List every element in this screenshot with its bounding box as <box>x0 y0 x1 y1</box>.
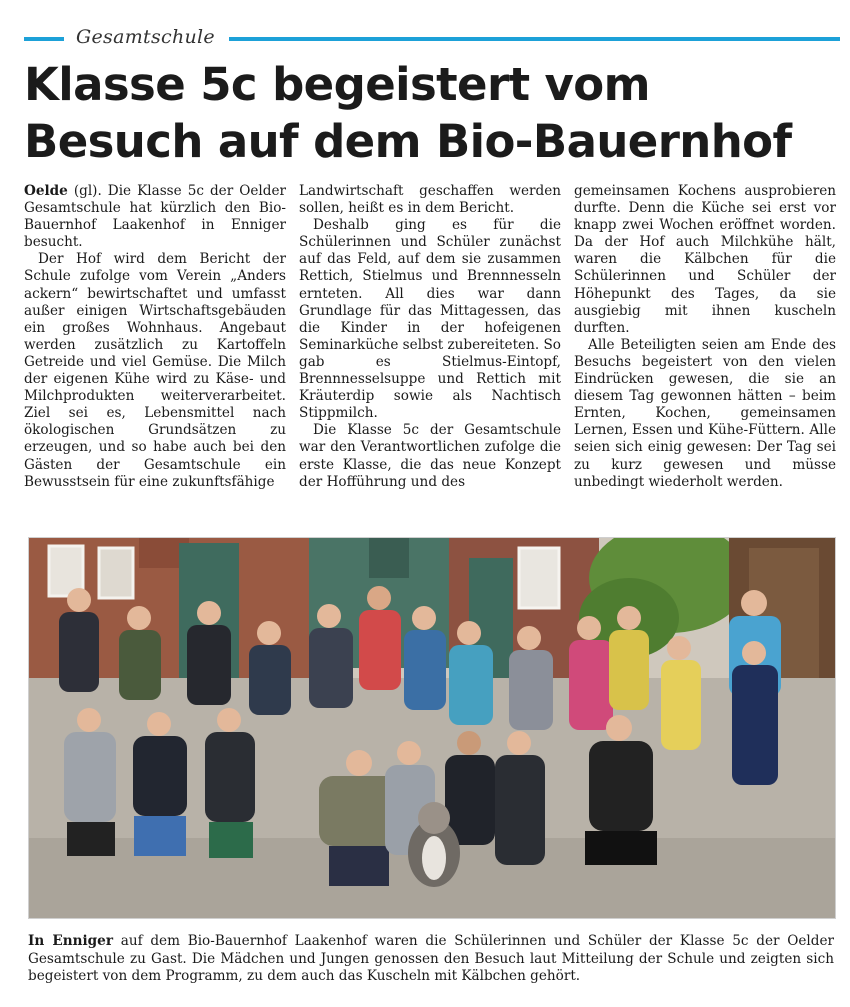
headline <box>24 56 844 170</box>
group-photo <box>28 537 836 919</box>
headline-line-2: Besuch auf dem Bio-Bauernhof <box>24 115 792 168</box>
group-photo-illustration <box>29 538 835 918</box>
article-paragraph: Oelde (gl). Die Klasse 5c der Oelder Gesamtschule hat kürzlich den Bio-Bauernhof Laakenhof in Enniger besucht. <box>24 183 286 251</box>
article-lead: Oelde <box>24 183 68 199</box>
article-paragraph: Landwirtschaft geschaffen werden sollen, heißt es in dem Bericht. <box>299 183 561 217</box>
article-paragraph: Alle Beteiligten seien am Ende des Besuchs begeistert von den vielen Eindrücken gewesen, die sie an diesem Tag gewonnen hätten – beim Ernten, Kochen, gemeinsamen Lernen, Essen und Kühe-Füttern. Alle seien sich einig gewesen: Der Tag sei zu kurz gewesen und müsse unbedingt wiederholt werden. <box>574 336 836 490</box>
photo-caption <box>28 933 834 986</box>
headline-line-1: Klasse 5c begeistert vom <box>24 58 650 111</box>
article-column-1 <box>24 183 286 491</box>
caption-text: auf dem Bio-Bauernhof Laakenhof waren die Schülerinnen und Schüler der Klasse 5c der Oelder Gesamtschule zu Gast. Die Mädchen und Jungen genossen den Besuch laut Mitteilung der Schule und zeigten sich begeistert von dem Programm, zu dem auch das Kuscheln mit Kälbchen gehört. <box>28 933 834 984</box>
article-column-3 <box>574 183 836 491</box>
article-paragraph: Die Klasse 5c der Gesamtschule war den Verantwortlichen zufolge die erste Klasse, die das neue Konzept der Hofführung und des <box>299 422 561 490</box>
rubric-line-left <box>24 37 64 41</box>
caption-lead: In Enniger <box>28 933 113 949</box>
article-paragraph: gemeinsamen Kochens ausprobieren durfte. Denn die Küche sei erst vor knapp zwei Wochen eröffnet worden. Da der Hof auch Milchkühe hält, waren die Kälbchen für die Schülerinnen und Schüler der Höhepunkt des Tages, da sie ausgiebig mit ihnen kuscheln durften. <box>574 183 836 336</box>
rubric-line-right <box>229 37 840 41</box>
article-column-2 <box>299 183 561 491</box>
section-label: Gesamtschule <box>76 26 215 48</box>
article-paragraph: Der Hof wird dem Bericht der Schule zufolge vom Verein „Anders ackern“ bewirtschaftet und umfasst außer einigen Wirtschaftsgebäuden ein großes Wohnhaus. Angebaut werden zusätzlich zu Kartoffeln Getreide und viel Gemüse. Die Milch der eigenen Kühe wird zu Käse- und Milchprodukten weiterverarbeitet. Ziel sei es, Lebensmittel nach ökologischen Grundsätzen zu erzeugen, und so habe auch bei den Gästen der Gesamtschule ein Bewusstsein für eine zukunftsfähige <box>24 251 286 490</box>
article-paragraph: Deshalb ging es für die Schülerinnen und Schüler zunächst auf das Feld, auf dem sie zusammen Rettich, Stielmus und Brennnesseln ernteten. All dies war dann Grundlage für das Mittagessen, das die Kinder in der hofeigenen Seminarküche selbst zubereiteten. So gab es Stielmus-Eintopf, Brennnesselsuppe und Rettich mit Kräuterdip sowie als Nachtisch Stippmilch. <box>299 217 561 422</box>
section-rubric <box>24 26 840 52</box>
